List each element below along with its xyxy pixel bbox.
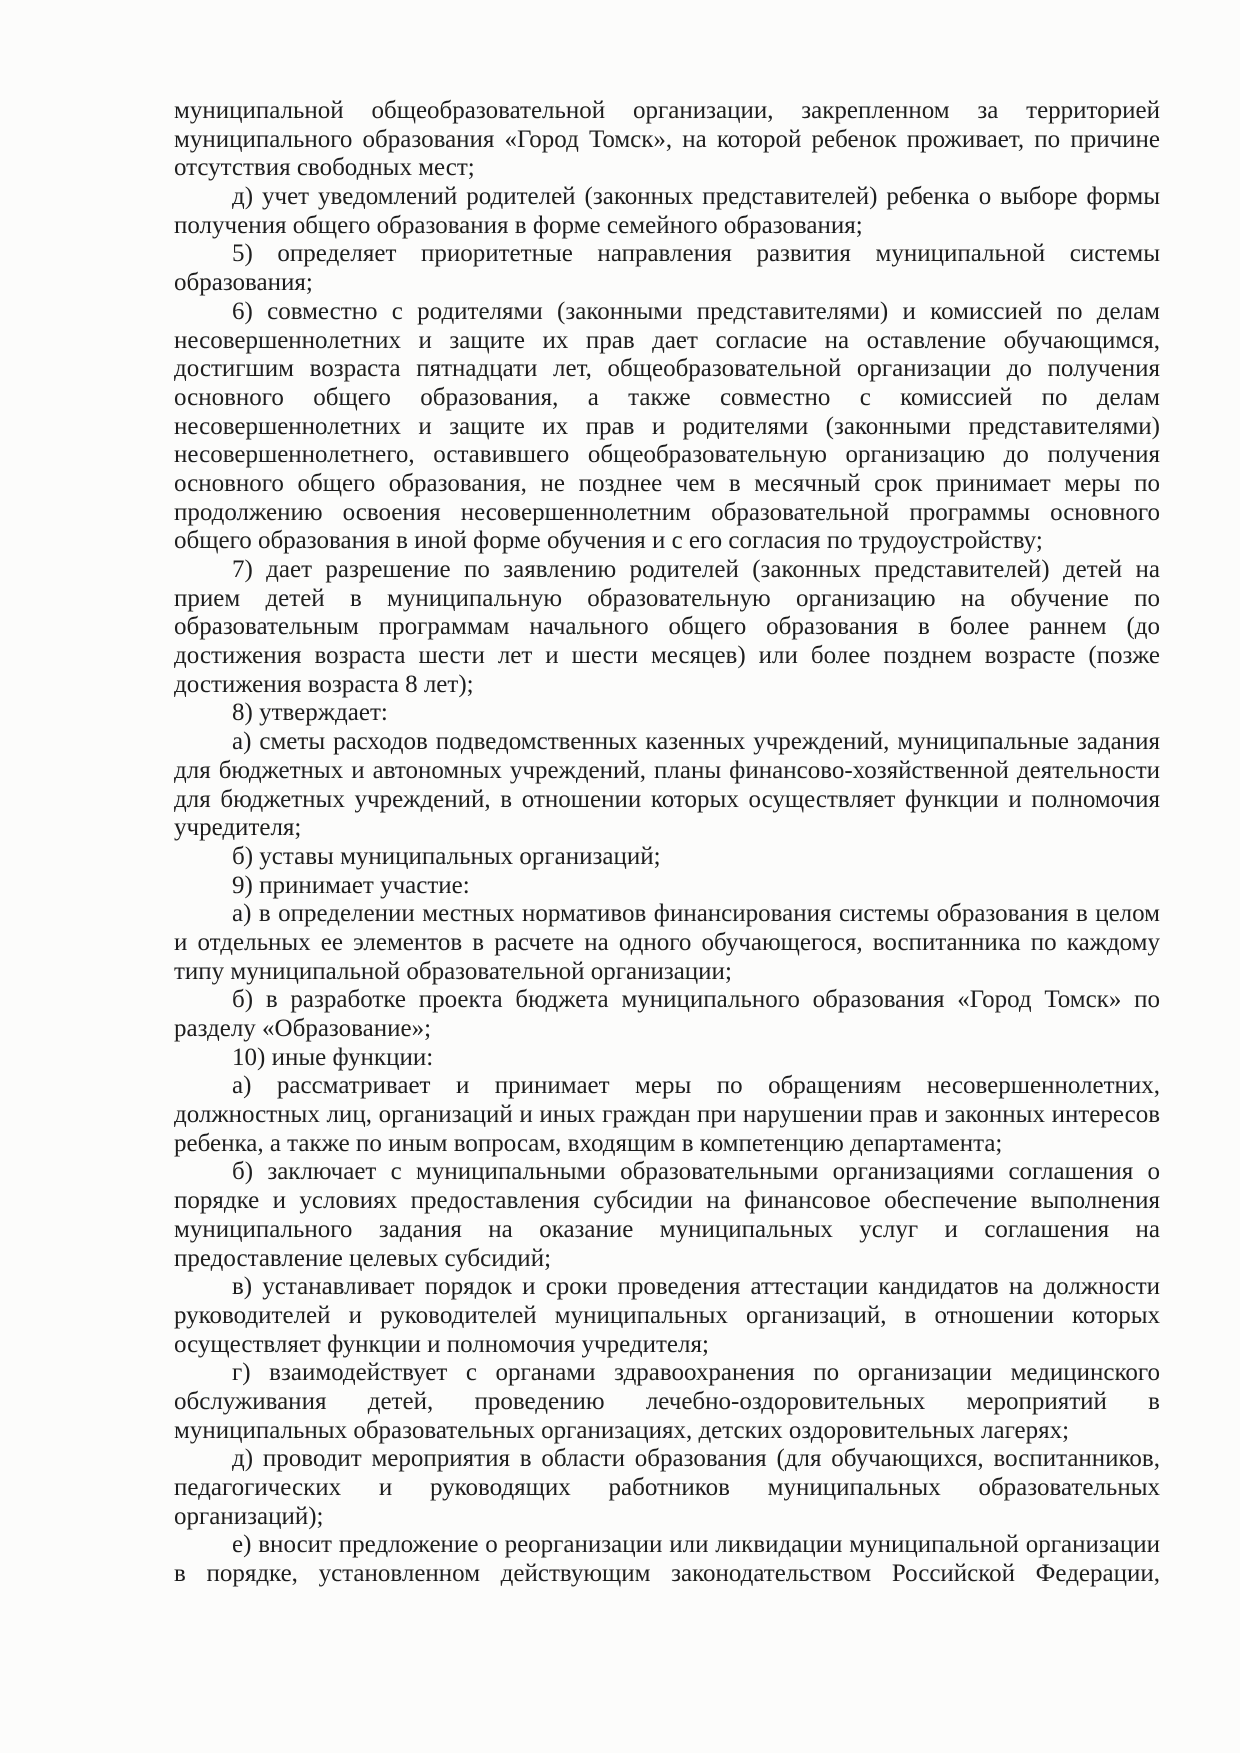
paragraph bbox=[174, 843, 1160, 872]
paragraph bbox=[174, 1044, 1160, 1073]
text-line: а) в определении местных нормативов финансирования системы образования в целом bbox=[232, 900, 1160, 928]
text-line: типу муниципальной образовательной организации; bbox=[174, 957, 732, 985]
text-line: муниципальных образовательных организациях, детских оздоровительных лагерях; bbox=[174, 1416, 1070, 1444]
text-line: учредителя; bbox=[174, 814, 302, 842]
text-line: организаций); bbox=[174, 1502, 324, 1530]
paragraph bbox=[174, 1158, 1160, 1273]
text-line: а) рассматривает и принимает меры по обращениям несовершеннолетних, bbox=[232, 1072, 1160, 1100]
text-line: несовершеннолетнего, оставившего общеобразовательную организацию до получения bbox=[174, 441, 1160, 469]
text-line: в порядке, установленном действующим законодательством Российской Федерации, bbox=[174, 1560, 1160, 1588]
paragraph bbox=[174, 1445, 1160, 1531]
text-line: б) заключает с муниципальными образовательными организациями соглашения о bbox=[232, 1158, 1160, 1186]
text-line: педагогических и руководящих работников муниципальных образовательных bbox=[174, 1474, 1160, 1501]
text-line: общего образования в иной форме обучения и с его согласия по трудоустройству; bbox=[174, 527, 1043, 555]
text-line: несовершеннолетних и защите их прав и родителями (законными представителями) bbox=[174, 412, 1160, 440]
text-line: ребенка, а также по иным вопросам, входящим в компетенцию департамента; bbox=[174, 1129, 1003, 1157]
text-line: д) проводит мероприятия в области образования (для обучающихся, воспитанников, bbox=[232, 1445, 1160, 1473]
document-page-body bbox=[174, 97, 1160, 1589]
text-line: 7) дает разрешение по заявлению родителей (законных представителей) детей на bbox=[232, 556, 1160, 583]
paragraph bbox=[174, 1359, 1160, 1445]
text-line: г) взаимодействует с органами здравоохранения по организации медицинского bbox=[232, 1359, 1160, 1387]
text-line: и отдельных ее элементов в расчете на одного обучающегося, воспитанника по каждому bbox=[174, 928, 1160, 956]
paragraph bbox=[174, 900, 1160, 986]
paragraph bbox=[174, 298, 1160, 556]
text-line: продолжению освоения несовершеннолетним образовательной программы основного bbox=[174, 498, 1160, 526]
text-line: муниципального образования «Город Томск», на которой ребенок проживает, по причине bbox=[174, 125, 1160, 153]
text-line: основного общего образования, не позднее чем в месячный срок принимает меры по bbox=[174, 469, 1160, 497]
text-line: б) уставы муниципальных организаций; bbox=[232, 842, 661, 870]
text-line: 8) утверждает: bbox=[232, 699, 388, 727]
text-line: обслуживания детей, проведению лечебно-оздоровительных мероприятий в bbox=[174, 1387, 1160, 1415]
text-line: б) в разработке проекта бюджета муниципального образования «Город Томск» по bbox=[232, 986, 1160, 1014]
paragraph bbox=[174, 240, 1160, 297]
text-line: прием детей в муниципальную образовательную организацию на обучение по bbox=[174, 584, 1160, 612]
text-line: 5) определяет приоритетные направления развития муниципальной системы bbox=[232, 240, 1160, 268]
text-line: разделу «Образование»; bbox=[174, 1015, 432, 1042]
text-line: порядке и условиях предоставления субсидии на финансовое обеспечение выполнения bbox=[174, 1187, 1160, 1215]
paragraph bbox=[174, 699, 1160, 728]
paragraph bbox=[174, 986, 1160, 1043]
text-line: образовательным программам начального общего образования в более раннем (до bbox=[174, 613, 1160, 641]
text-line: достижения возраста шести лет и шести месяцев) или более позднем возрасте (позже bbox=[174, 642, 1160, 670]
text-line: в) устанавливает порядок и сроки проведения аттестации кандидатов на должности bbox=[232, 1273, 1160, 1301]
text-line: е) вносит предложение о реорганизации или ликвидации муниципальной организации bbox=[232, 1531, 1160, 1559]
text-line: предоставление целевых субсидий; bbox=[174, 1244, 552, 1272]
text-line: получения общего образования в форме семейного образования; bbox=[174, 211, 863, 239]
paragraph bbox=[174, 728, 1160, 843]
text-line: 9) принимает участие: bbox=[232, 871, 470, 899]
text-line: основного общего образования, а также совместно с комиссией по делам bbox=[174, 383, 1160, 411]
text-line: отсутствия свободных мест; bbox=[174, 154, 475, 182]
paragraph bbox=[174, 183, 1160, 240]
text-line: муниципальной общеобразовательной организации, закрепленном за территорией bbox=[174, 97, 1160, 124]
text-line: для бюджетных и автономных учреждений, планы финансово-хозяйственной деятельности bbox=[174, 756, 1160, 784]
paragraph bbox=[174, 872, 1160, 901]
paragraph bbox=[174, 1273, 1160, 1359]
paragraph bbox=[174, 1072, 1160, 1158]
text-line: 10) иные функции: bbox=[232, 1043, 434, 1071]
text-line: руководителей и руководителей муниципальных организаций, в отношении которых bbox=[174, 1301, 1160, 1329]
paragraph bbox=[174, 1531, 1160, 1588]
paragraph bbox=[174, 556, 1160, 699]
text-line: а) сметы расходов подведомственных казенных учреждений, муниципальные задания bbox=[232, 728, 1160, 756]
text-line: должностных лиц, организаций и иных граждан при нарушении прав и законных интересов bbox=[174, 1101, 1160, 1129]
text-line: муниципального задания на оказание муниципальных услуг и соглашения на bbox=[174, 1215, 1160, 1243]
text-line: д) учет уведомлений родителей (законных представителей) ребенка о выборе формы bbox=[232, 183, 1160, 211]
text-line: для бюджетных учреждений, в отношении которых осуществляет функции и полномочия bbox=[174, 785, 1160, 813]
text-line: осуществляет функции и полномочия учредителя; bbox=[174, 1330, 709, 1358]
text-line: образования; bbox=[174, 269, 313, 297]
text-line: достижения возраста 8 лет); bbox=[174, 670, 474, 698]
text-line: 6) совместно с родителями (законными представителями) и комиссией по делам bbox=[232, 297, 1160, 325]
text-line: несовершеннолетних и защите их прав дает согласие на оставление обучающимся, bbox=[174, 326, 1160, 354]
paragraph bbox=[174, 97, 1160, 183]
text-line: достигшим возраста пятнадцати лет, общеобразовательной организации до получения bbox=[174, 355, 1160, 383]
